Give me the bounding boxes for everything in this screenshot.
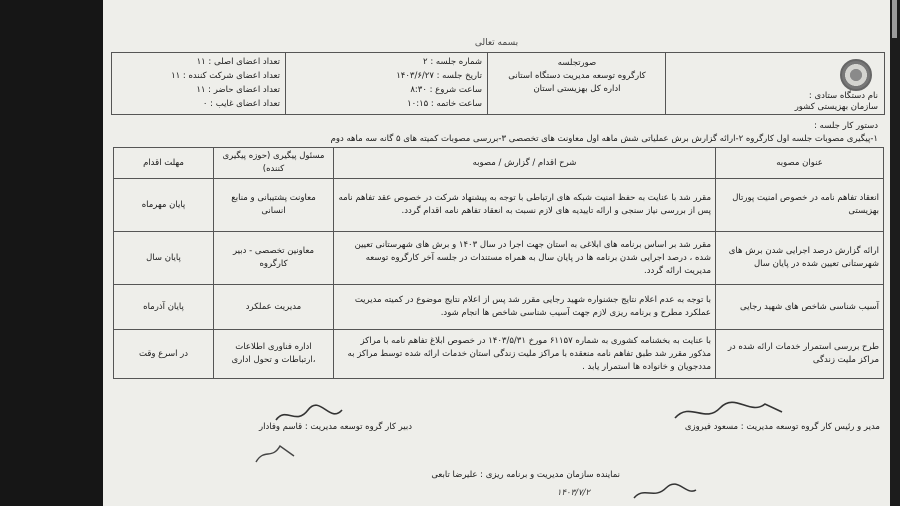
resolution-description: مقرر شد با عنایت به حفظ امنیت شبکه های ارتباطی با توجه به پیشنهاد شرکت در خصوص عقد تفاهم نامه پس از بررسی نیاز سنجی و ارائه تاییدیه های لازم نسبت به انعقاد تفاهم نامه اقدام گردد. [334, 179, 716, 232]
org-name-value: سازمان بهزیستی کشور [794, 102, 878, 112]
members-cell [111, 53, 286, 114]
members-present-count: تعداد اعضای حاضر : ۱۱ [196, 85, 280, 95]
chair-signature-scribble [670, 396, 790, 426]
table-row [114, 179, 884, 232]
stamp-scribble [250, 438, 300, 468]
members-absent-count: تعداد اعضای غایب : ۰ [202, 99, 280, 109]
resolution-deadline: در اسرع وقت [114, 330, 214, 379]
secretary-signature-scribble [270, 400, 350, 430]
org-name-label: نام دستگاه ستادی : [808, 91, 878, 101]
members-main-count: تعداد اعضای اصلی : ۱۱ [196, 57, 280, 67]
resolution-deadline: پایان مهرماه [114, 179, 214, 232]
resolution-description: مقرر شد بر اساس برنامه های ابلاغی به استان جهت اجرا در سال ۱۴۰۳ و برش های شهرستانی تعیین شده ، درصد اجرایی شدن برنامه ها در پایان سال به همراه مستندات در جلسه آخر کارگروه توسعه مدیریت ارائه گردد. [334, 232, 716, 285]
resolution-description: با توجه به عدم اعلام نتایج جشنواره شهید رجایی مقرر شد پس از اعلام نتایج موضوع در کمیته مدیریت عملکرد مطرح و برنامه ریزی لازم جهت آسیب شناسی شاخص ها انجام شود. [334, 285, 716, 330]
meeting-info-cell [285, 53, 488, 114]
column-header-deadline: مهلت اقدام [114, 148, 214, 179]
title-cell [487, 53, 666, 114]
office-name: اداره کل بهزیستی استان [533, 84, 621, 94]
organization-logo-icon [840, 59, 872, 91]
table-row [114, 330, 884, 379]
resolution-responsible: مدیریت عملکرد [214, 285, 334, 330]
column-header-title: عنوان مصوبه [716, 148, 884, 179]
viewer-right-margin [890, 0, 900, 506]
viewer-left-margin [0, 0, 103, 506]
minutes-document [103, 0, 890, 506]
meeting-number: شماره جلسه : ۲ [423, 57, 482, 67]
meeting-end-time: ساعت خاتمه : ۱۰:۱۵ [407, 99, 482, 109]
chair-signature-label: مدیر و رئیس کار گروه توسعه مدیریت : مسعود فیروزی [684, 422, 880, 432]
resolution-deadline: پایان آذرماه [114, 285, 214, 330]
members-participant-count: تعداد اعضای شرکت کننده : ۱۱ [171, 71, 280, 81]
table-header-row [114, 148, 884, 179]
resolution-responsible: اداره فناوری اطلاعات ،ارتباطات و تحول اداری [214, 330, 334, 379]
resolution-responsible: معاونت پشتیبانی و منابع انسانی [214, 179, 334, 232]
representative-signature-label: نماینده سازمان مدیریت و برنامه ریزی : علیرضا تابعی [431, 470, 620, 480]
resolution-title: ارائه گزارش درصد اجرایی شدن برش های شهرستانی تعیین شده در پایان سال [716, 232, 884, 285]
resolution-title: طرح بررسی استمرار خدمات ارائه شده در مراکز ملیت زندگی [716, 330, 884, 379]
header-box [111, 52, 885, 115]
column-header-responsible: مسئول پیگیری (حوزه پیگیری کننده) [214, 148, 334, 179]
meeting-date: تاریخ جلسه : ۱۴۰۳/۶/۲۷ [396, 71, 482, 81]
agenda-label: دستور کار جلسه : [814, 121, 878, 131]
meeting-start-time: ساعت شروع : ۸:۳۰ [410, 85, 482, 95]
resolution-responsible: معاونین تخصصی - دبیر کارگروه [214, 232, 334, 285]
resolution-deadline: پایان سال [114, 232, 214, 285]
resolution-title: آسیب شناسی شاخص های شهید رجایی [716, 285, 884, 330]
document-title: صورتجلسه [557, 58, 597, 68]
resolution-title: انعقاد تفاهم نامه در خصوص امنیت پورتال بهزیستی [716, 179, 884, 232]
secretary-signature-label: دبیر کار گروه توسعه مدیریت : قاسم وفادار [259, 422, 412, 432]
representative-signature-scribble [630, 482, 700, 504]
handwritten-date: ۱۴۰۳/۷/۲ [556, 488, 590, 498]
agenda-text: ۱-پیگیری مصوبات جلسه اول کارگروه ۲-ارائه گزارش برش عملیاتی شش ماهه اول معاونت های تخصصی ۳-بررسی مصوبات کمیته های ۵ گانه سه ماهه دوم [330, 134, 878, 144]
resolutions-table [113, 147, 884, 379]
table-row [114, 232, 884, 285]
column-header-description: شرح اقدام / گزارش / مصوبه [334, 148, 716, 179]
resolution-description: با عنایت به بخشنامه کشوری به شماره ۶۱۱۵۷ مورخ ۱۴۰۳/۵/۳۱ در خصوص ابلاغ تفاهم نامه با مراکز مذکور مقرر شد طبق تفاهم نامه منعقده با مراکز ملیت زندگی استان خدمات ارائه شده توسط مراکز به مددجویان و خانواده ها استمرار یابد . [334, 330, 716, 379]
org-cell [665, 53, 884, 114]
scrollbar-thumb[interactable] [892, 0, 897, 38]
table-row [114, 285, 884, 330]
committee-name: کارگروه توسعه مدیریت دستگاه استانی [508, 71, 646, 81]
bismillah-heading: بسمه تعالی [474, 38, 519, 48]
